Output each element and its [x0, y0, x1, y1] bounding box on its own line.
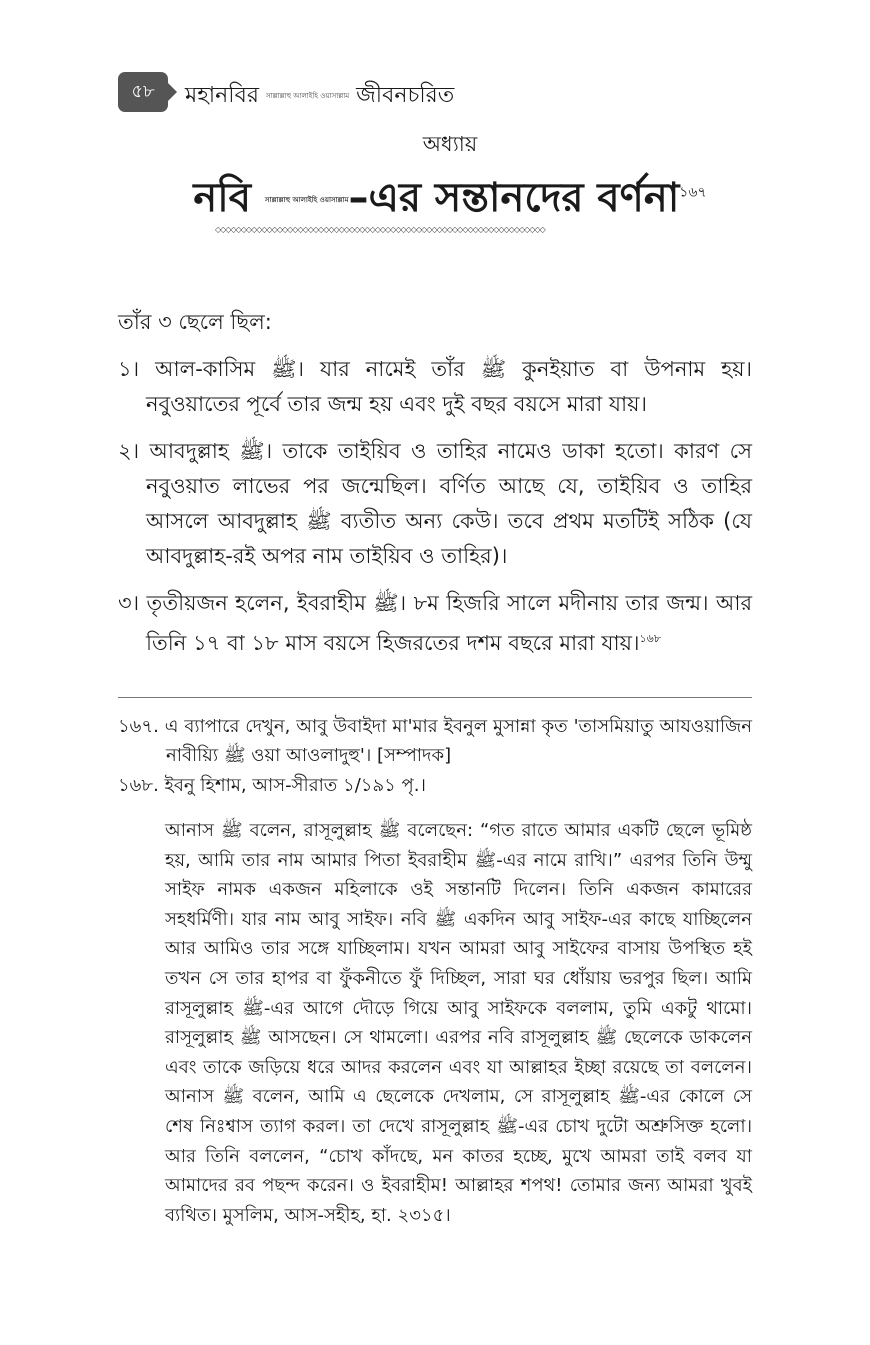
salutation-mark: সাল্লাল্লাহু আলাইহি ওয়াসাল্লাম	[265, 92, 350, 100]
list-item: ২। আবদুল্লাহ ﷺ। তাকে তাইয়িব ও তাহির নামেও ডাকা হতো। কারণ সে নবুওয়াত লাভের পর জন্মেছিল। বর্ণিত আছে যে, তাইয়িব ও তাহির আসলে আবদুল্লাহ ﷺ ব্যতীত অন্য কেউ। তবে প্রথম মতটিই সঠিক (যে আবদুল্লাহ-রই অপর নাম তাইয়িব ও তাহির)।	[118, 439, 752, 568]
page-number-badge	[118, 72, 168, 112]
title-salutation-mark: সাল্লাল্লাহু আলাইহি ওয়াসাল্লাম	[264, 196, 349, 204]
page-number: ৫৮	[131, 80, 155, 102]
chapter-label: অধ্যায়	[422, 132, 478, 156]
list-item: ১। আল-কাসিম ﷺ। যার নামেই তাঁর ﷺ কুনইয়াত বা উপনাম হয়। নবুওয়াতের পূর্বে তার জন্ম হয় এবং দুই বছর বয়সে মারা যায়।	[118, 357, 753, 416]
running-title-after: জীবনচরিত	[356, 83, 455, 108]
ornamental-divider: ◇◇◇◇◇◇◇◇◇◇◇◇◇◇◇◇◇◇◇◇◇◇◇◇◇◇◇◇◇◇◇◇◇◇◇◇◇◇◇◇◇◇◇◇◇◇◇◇◇◇◇◇◇◇◇◇◇◇◇◇◇◇◇◇	[215, 225, 545, 234]
footnote-168: ১৬৮. ইবনু হিশাম, আস-সীরাত ১/১৯১ পৃ.।	[118, 775, 426, 796]
footnote-divider	[118, 697, 752, 698]
list-item-text: ৩। তৃতীয়জন হলেন, ইবরাহীম ﷺ। ৮ম হিজরি সালে মদীনায় তার জন্ম। আর তিনি ১৭ বা ১৮ মাস বয়সে হিজরতের দশম বছরে মারা যায়।	[118, 591, 752, 655]
chapter-title-before: নবি	[193, 175, 251, 221]
running-title	[185, 78, 454, 115]
footnote-167: ১৬৭. এ ব্যাপারে দেখুন, আবু উবাইদা মা'মার ইবনুল মুসান্না কৃত 'তাসমিয়াতু আযওয়াজিন নাবীয়্যি ﷺ ওয়া আওলাদুহু'। [সম্পাদক]	[118, 716, 752, 766]
chapter-title	[0, 166, 870, 233]
running-title-before: মহানবির	[185, 83, 259, 108]
list-item	[118, 586, 752, 661]
hadith-quote: আনাস ﷺ বলেন, রাসূলুল্লাহ ﷺ বলেছেন: “গত রাতে আমার একটি ছেলে ভূমিষ্ঠ হয়, আমি তার নাম আমার পিতা ইবরাহীম ﷺ-এর নামে রাখি।” এরপর তিনি উম্মু সাইফ নামক একজন মহিলাকে ওই সন্তানটি দিলেন। তিনি একজন কামারের সহধর্মিণী। যার নাম আবু সাইফ। নবি ﷺ একদিন আবু সাইফ-এর কাছে যাচ্ছিলেন আর আমিও তার সঙ্গে যাচ্ছিলাম। যখন আমরা আবু সাইফের বাসায় উপস্থিত হই তখন সে তার হাপর বা ফুঁকনীতে ফুঁ দিচ্ছিল, সারা ঘর ধোঁয়ায় ভরপুর ছিল। আমি রাসূলুল্লাহ ﷺ-এর আগে দৌড়ে গিয়ে আবু সাইফকে বললাম, তুমি একটু থামো। রাসূলুল্লাহ ﷺ আসছেন। সে থামলো। এরপর নবি রাসূলুল্লাহ ﷺ ছেলেকে ডাকলেন এবং তাকে জড়িয়ে ধরে আদর করলেন এবং যা আল্লাহর ইচ্ছা রয়েছে তা বললেন। আনাস ﷺ বলেন, আমি এ ছেলেকে দেখলাম, সে রাসূলুল্লাহ ﷺ-এর কোলে সে শেষ নিঃশ্বাস ত্যাগ করল। তা দেখে রাসূলুল্লাহ ﷺ-এর চোখ দুটো অশ্রুসিক্ত হলো। আর তিনি বললেন, “চোখ কাঁদছে, মন কাতর হচ্ছে, মুখে আমরা তাই বলব যা আমাদের রব পছন্দ করেন। ও ইবরাহীম! আল্লাহর শপথ! তোমার জন্য আমরা খুবই ব্যথিত। মুসলিম, আস-সহীহ, হা. ২৩১৫।	[165, 820, 753, 1226]
intro-text: তাঁর ৩ ছেলে ছিল:	[118, 310, 272, 334]
chapter-title-after: –এর সন্তানদের বর্ণনা	[348, 175, 680, 221]
footnote-ref-167[interactable]: ১৬৭	[679, 184, 707, 201]
footnote-ref-168[interactable]: ১৬৮	[639, 632, 661, 645]
